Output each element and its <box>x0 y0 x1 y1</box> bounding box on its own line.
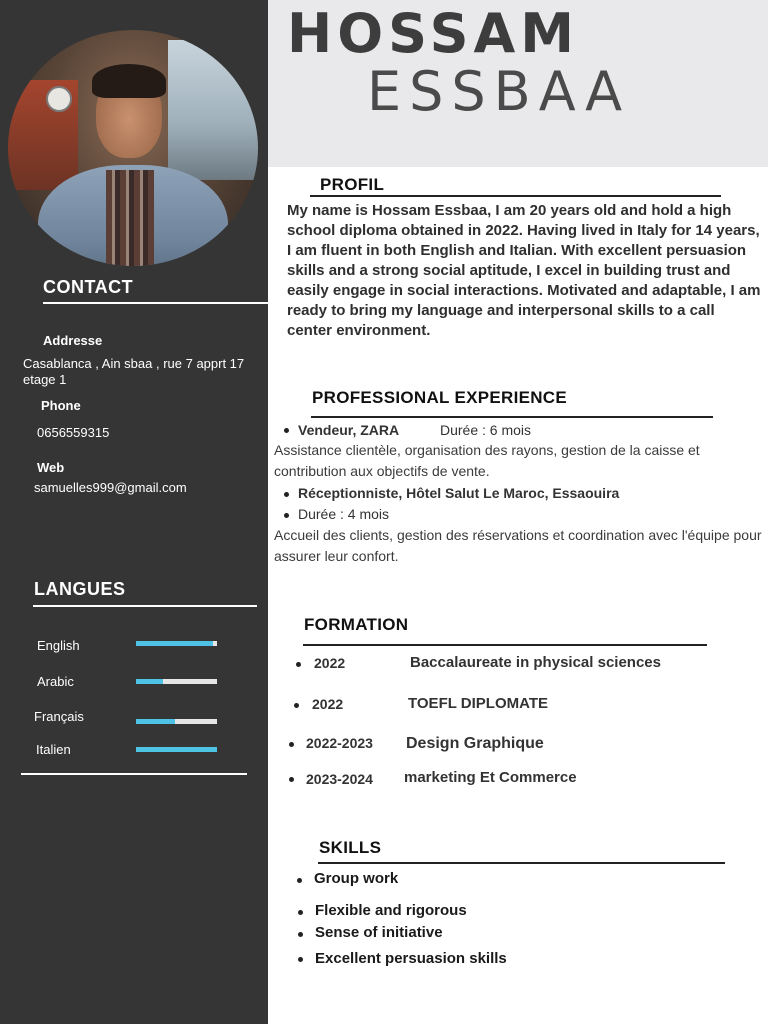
photo-window <box>168 40 258 180</box>
formation-year: 2023-2024 <box>306 771 373 787</box>
bullet-icon <box>298 957 303 962</box>
last-name: ESSBAA <box>367 60 631 123</box>
formation-title: marketing Et Commerce <box>404 769 577 786</box>
languages-heading: LANGUES <box>34 579 126 599</box>
profile-summary: My name is Hossam Essbaa, I am 20 years old and hold a high school diploma obtained in 2022. Having lived in Italy for 14 years, I am fluent in both English and Italian. With excellent persuasion skills and a strong social aptitude, I excel in building trust and easily engage in social interactions. Motivated and adaptable, I am ready to bring my language and interpersonal skills to a call center environment. <box>287 202 761 339</box>
language-level-bar <box>136 747 217 752</box>
skill-item: Flexible and rigorous <box>315 902 467 919</box>
profile-photo <box>8 30 258 266</box>
language-name: Italien <box>36 742 71 757</box>
photo-hair <box>92 64 166 98</box>
language-name: Français <box>34 709 84 724</box>
bullet-icon <box>298 910 303 915</box>
bullet-icon <box>294 703 299 708</box>
job-description: Accueil des clients, gestion des réservations et coordination avec l'équipe pour assurer leur confort. <box>274 527 762 564</box>
language-level-fill <box>136 719 175 724</box>
formation-year: 2022 <box>314 655 346 671</box>
formation-title: Design Graphique <box>406 735 544 752</box>
bullet-icon <box>298 932 303 937</box>
formation-divider <box>303 644 707 646</box>
contact-divider <box>43 302 268 304</box>
phone-value[interactable]: 0656559315 <box>37 425 110 440</box>
skills-divider <box>318 862 725 864</box>
formation-title: Baccalaureate in physical sciences <box>410 654 661 671</box>
language-level-fill <box>136 679 163 684</box>
formation-heading: FORMATION <box>304 615 409 634</box>
formation-title: TOEFL DIPLOMATE <box>408 695 549 712</box>
photo-clock <box>46 86 72 112</box>
formation-year: 2022 <box>312 696 344 712</box>
language-name: English <box>37 638 80 653</box>
experience-heading: PROFESSIONAL EXPERIENCE <box>312 388 568 407</box>
language-level-bar <box>136 641 217 646</box>
bullet-icon <box>296 662 301 667</box>
languages-bottom-divider <box>21 773 247 775</box>
phone-label: Phone <box>41 398 81 413</box>
job-title: Réceptionniste, Hôtel Salut Le Maroc, Essaouira <box>298 485 620 501</box>
skills-heading: SKILLS <box>319 838 382 857</box>
first-name: HOSSAM <box>287 2 579 65</box>
language-name: Arabic <box>37 674 74 689</box>
email-link[interactable]: samuelles999@gmail.com <box>34 480 187 495</box>
skill-item: Sense of initiative <box>315 924 443 941</box>
language-level-fill <box>136 747 217 752</box>
skill-item: Excellent persuasion skills <box>315 950 507 967</box>
experience-divider <box>311 416 713 418</box>
bullet-icon <box>284 428 289 433</box>
address-label: Addresse <box>43 333 103 348</box>
address-value: Casablanca , Ain sbaa , rue 7 apprt 17 etage 1 <box>23 356 245 387</box>
job-description: Assistance clientèle, organisation des rayons, gestion de la caisse et contribution aux objectifs de vente. <box>274 442 700 479</box>
language-level-bar <box>136 679 217 684</box>
profile-divider <box>310 195 721 197</box>
bullet-icon <box>284 513 289 518</box>
bullet-icon <box>289 777 294 782</box>
job-duration: Durée : 6 mois <box>440 422 532 438</box>
contact-heading: CONTACT <box>43 277 134 297</box>
formation-year: 2022-2023 <box>306 735 373 751</box>
job-duration: Durée : 4 mois <box>298 506 390 522</box>
profile-heading: PROFIL <box>320 175 385 194</box>
bullet-icon <box>297 878 302 883</box>
language-level-fill <box>136 641 213 646</box>
job-title: Vendeur, ZARA <box>298 422 400 438</box>
web-label: Web <box>37 460 65 475</box>
languages-divider <box>33 605 257 607</box>
photo-shirt <box>106 170 154 266</box>
bullet-icon <box>289 742 294 747</box>
language-level-bar <box>136 719 217 724</box>
bullet-icon <box>284 492 289 497</box>
skill-item: Group work <box>314 870 399 887</box>
